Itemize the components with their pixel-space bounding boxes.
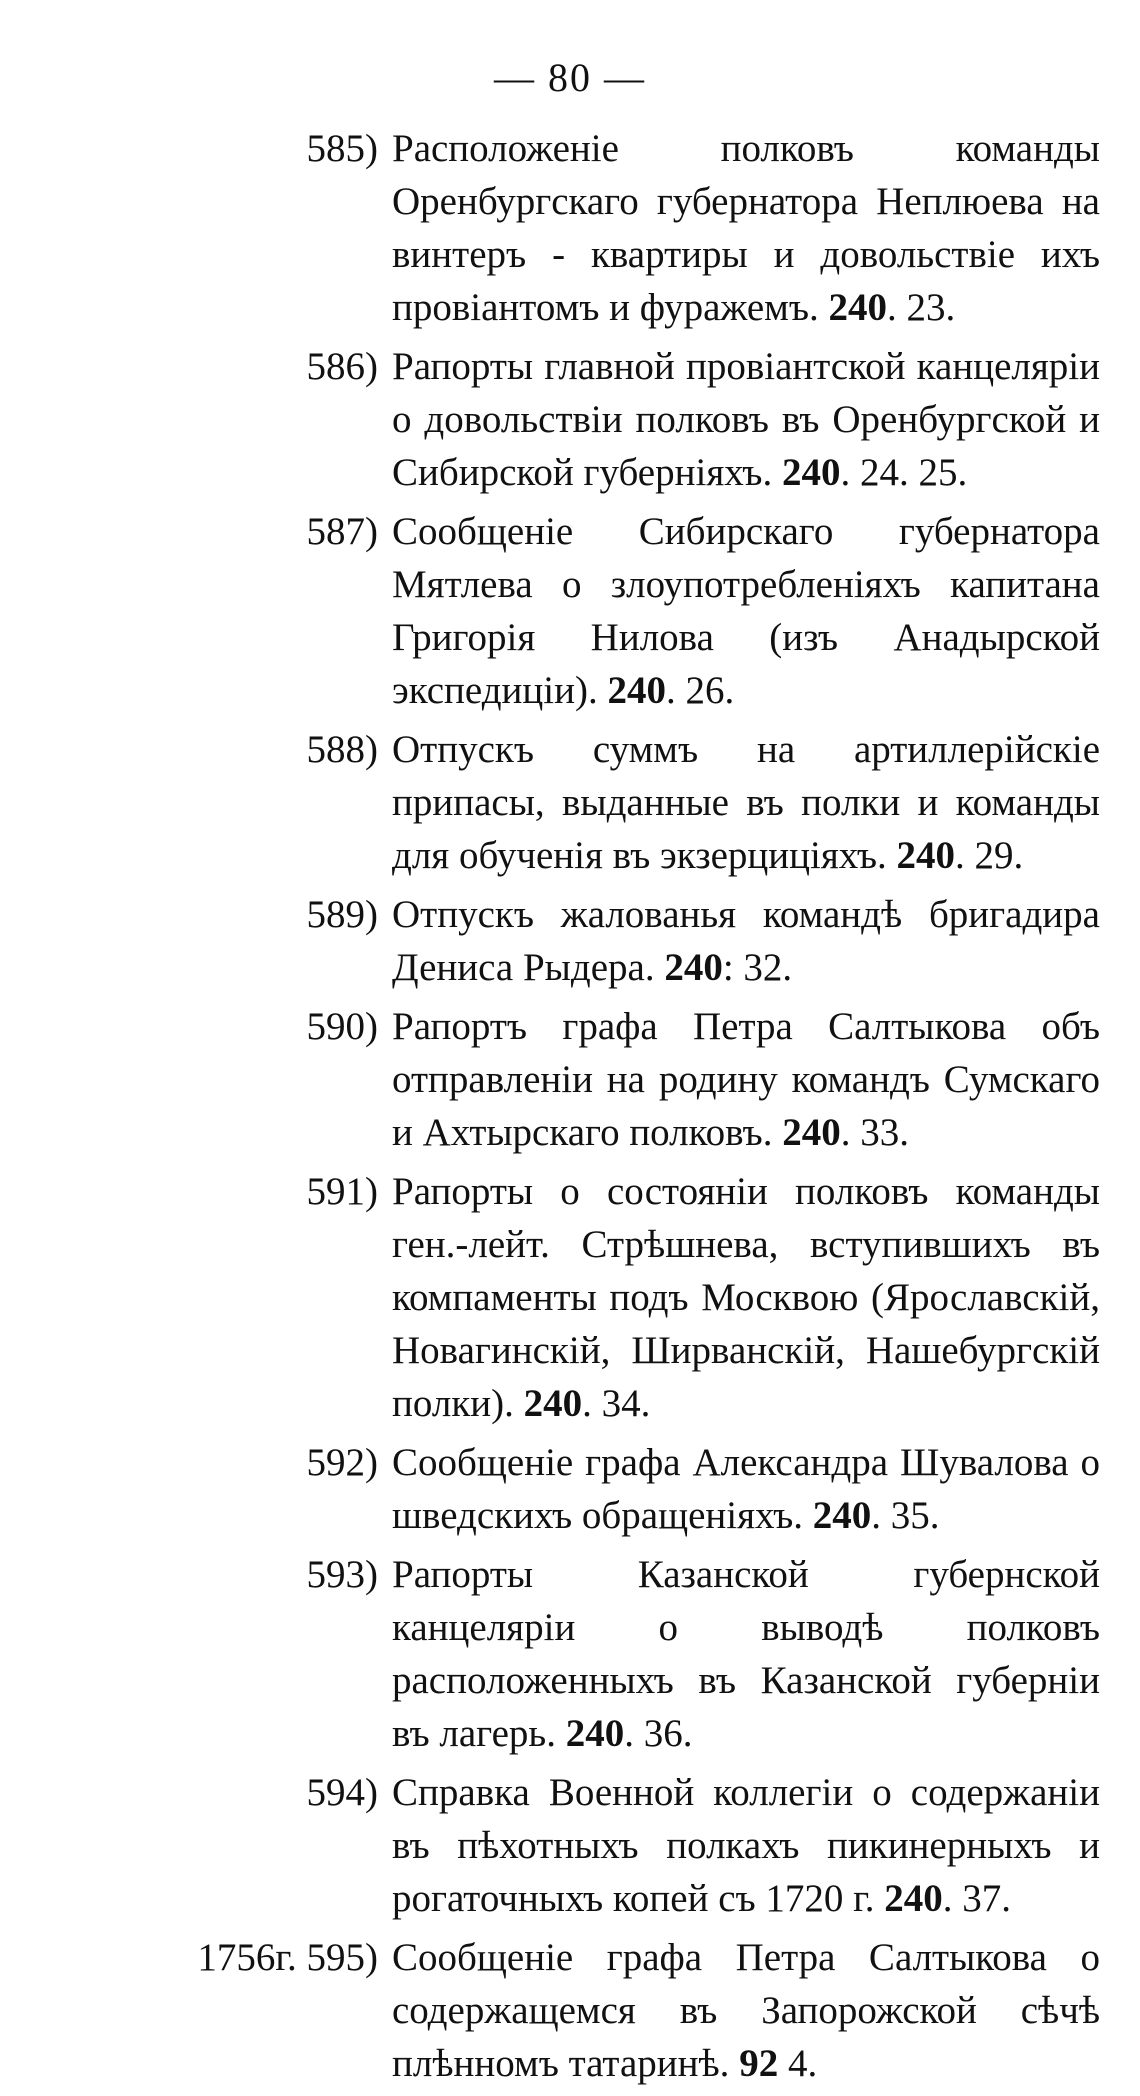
- entry-number: 586): [306, 345, 378, 388]
- page-number: — 80 —: [494, 55, 646, 100]
- archive-ref-rest: . 37.: [942, 1877, 1012, 1920]
- list-item: [180, 1000, 1100, 1159]
- list-item: [180, 888, 1100, 994]
- archive-ref: 240: [812, 1494, 872, 1537]
- entry-text-block: [392, 1436, 1100, 1542]
- entry-text-block: [392, 723, 1100, 882]
- entry-text: Рапорты о состояніи полковъ команды ген.-лейт. Стрѣшнева, вступившихъ въ компаменты подъ Москвою (Ярославскій, Новагинскій, Ширванскій, Нашебургскій полки).: [392, 1170, 1100, 1425]
- archive-ref-rest: . 34.: [582, 1382, 651, 1425]
- list-item: [180, 505, 1100, 717]
- entry-text: Сообщеніе графа Александра Шувалова о шведскихъ обращеніяхъ.: [392, 1441, 1100, 1537]
- archive-ref: 92: [739, 2042, 779, 2085]
- list-item: [180, 122, 1100, 334]
- archive-ref-rest: . 29.: [955, 834, 1024, 877]
- archive-ref-rest: 4.: [778, 2042, 818, 2085]
- entry-text-block: [392, 888, 1100, 994]
- archive-ref: 240: [884, 1877, 943, 1920]
- archive-ref: 240: [896, 834, 955, 877]
- entry-number: 585): [306, 127, 378, 170]
- archive-ref-rest: . 35.: [871, 1494, 940, 1537]
- entry-number: 588): [306, 728, 378, 771]
- entry-text: Справка Военной коллегіи о содержаніи въ пѣхотныхъ полкахъ пикинерныхъ и рогаточныхъ копей съ 1720 г.: [392, 1771, 1100, 1920]
- entry-text-block: [392, 122, 1100, 334]
- entry-text: Сообщеніе Сибирскаго губернатора Мятлева о злоупотребленіяхъ капитана Григорія Нилова (изъ Анадырской экспедиціи).: [392, 510, 1100, 712]
- list-item: [180, 723, 1100, 882]
- entry-number: 592): [306, 1441, 378, 1484]
- archive-ref: 240: [607, 669, 666, 712]
- archive-ref: 240: [782, 1111, 841, 1154]
- archive-ref-rest: . 36.: [624, 1712, 693, 1755]
- entry-text: Расположеніе полковъ команды Оренбургскаго губернатора Неплюева на винтеръ - квартиры и довольствіе ихъ провіантомъ и фуражемъ.: [392, 127, 1100, 329]
- entry-text: Отпускъ жалованья командѣ бригадира Дениса Рыдера.: [392, 893, 1100, 989]
- archive-ref: 240: [523, 1382, 583, 1425]
- archive-ref-rest: . 23.: [887, 286, 956, 329]
- entry-text: Отпускъ суммъ на артиллерійскіе припасы, выданные въ полки и команды для обученія въ экзерциціяхъ.: [392, 728, 1100, 877]
- entry-text: Рапортъ графа Петра Салтыкова объ отправленіи на родину командъ Сумскаго и Ахтырскаго полковъ.: [392, 1005, 1100, 1154]
- list-item: [180, 1931, 1100, 2090]
- list-item: [180, 340, 1100, 499]
- entry-number: 593): [306, 1553, 378, 1596]
- archive-ref: 240: [781, 451, 841, 494]
- entry-text-block: [392, 1548, 1100, 1760]
- entry-number: 594): [306, 1771, 378, 1814]
- entry-number: 589): [306, 893, 378, 936]
- entry-text-block: [392, 1931, 1100, 2090]
- archive-ref-rest: : 32.: [722, 946, 793, 989]
- archive-ref-rest: . 26.: [665, 669, 735, 712]
- entry-number: 590): [306, 1005, 378, 1048]
- entry-text-block: [392, 1000, 1100, 1159]
- archive-ref-rest: . 24. 25.: [840, 451, 968, 494]
- entry-text: Рапорты главной провіантской канцеляріи о довольствіи полковъ въ Оренбургской и Сибирской губерніяхъ.: [392, 345, 1100, 494]
- entry-number: 1756г. 595): [197, 1936, 378, 1979]
- list-item: [180, 1436, 1100, 1542]
- entry-text-block: [392, 505, 1100, 717]
- list-item: [180, 1165, 1100, 1430]
- archive-ref: 240: [565, 1712, 625, 1755]
- list-item: [180, 1548, 1100, 1760]
- entry-number: 591): [306, 1170, 378, 1213]
- entry-text: Сообщеніе графа Петра Салтыкова о содержащемся въ Запорожской сѣчѣ плѣнномъ татаринѣ.: [392, 1936, 1100, 2085]
- entry-text-block: [392, 1766, 1100, 1925]
- entry-list: [180, 122, 1100, 2096]
- archive-ref-rest: . 33.: [840, 1111, 909, 1154]
- list-item: [180, 1766, 1100, 1925]
- archive-ref: 240: [664, 946, 723, 989]
- entry-text-block: [392, 340, 1100, 499]
- archive-ref: 240: [828, 286, 888, 329]
- entry-number: 587): [306, 510, 378, 553]
- entry-text: Рапорты Казанской губернской канцеляріи о выводѣ полковъ расположенныхъ въ Казанской губерніи въ лагерь.: [392, 1553, 1100, 1755]
- entry-text-block: [392, 1165, 1100, 1430]
